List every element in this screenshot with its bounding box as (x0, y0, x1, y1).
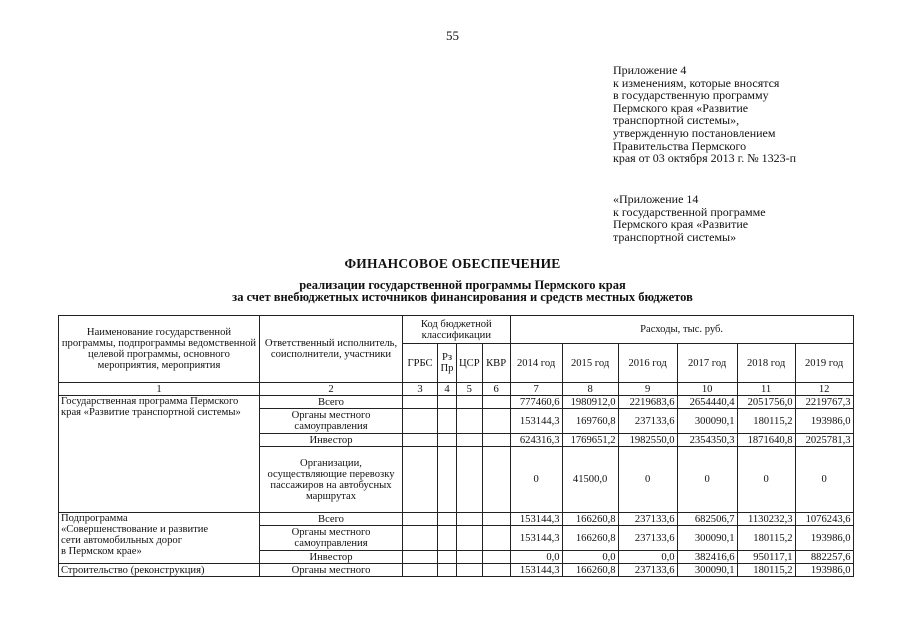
value-cell: 777460,6 (510, 396, 562, 409)
financing-table (58, 315, 854, 577)
appendix-14-block (613, 193, 766, 243)
value-cell: 180115,2 (737, 564, 795, 577)
header-rzpr: Рз Пр (438, 344, 457, 383)
responsible-cell: Организации, осуществляющие перевозку пассажиров на автобусных маршрутах (260, 447, 403, 513)
value-cell: 193986,0 (795, 526, 853, 551)
value-cell: 180115,2 (737, 409, 795, 434)
value-cell: 624316,3 (510, 434, 562, 447)
header-year: 2015 год (562, 344, 618, 383)
document-subtitle-2: за счет внебюджетных источников финансирования и средств местных бюджетов (232, 290, 693, 304)
program-name-cell: Государственная программа Пермского края «Развитие транспортной системы» (59, 396, 260, 513)
header-csr: ЦСР (457, 344, 483, 383)
table-row (59, 396, 854, 409)
header-year: 2014 год (510, 344, 562, 383)
column-number-row (59, 383, 854, 396)
value-cell: 2051756,0 (737, 396, 795, 409)
subprogram-name-cell (59, 513, 260, 564)
responsible-cell: Органы местного (260, 564, 403, 577)
responsible-cell: Органы местного самоуправления (260, 526, 403, 551)
value-cell: 237133,6 (618, 409, 677, 434)
value-cell: 382416,6 (677, 551, 737, 564)
value-cell: 0 (737, 447, 795, 513)
responsible-cell: Органы местного самоуправления (260, 409, 403, 434)
appendix-14-line: Пермского края «Развитие (613, 217, 749, 232)
appendix-4-line: Приложение 4 (613, 63, 687, 77)
value-cell: 2354350,3 (677, 434, 737, 447)
value-cell: 1982550,0 (618, 434, 677, 447)
value-cell: 153144,3 (510, 513, 562, 526)
subprogram-name-line: в Пермском крае» (61, 546, 142, 557)
table-row (59, 564, 854, 577)
value-cell: 0 (510, 447, 562, 513)
column-number: 6 (482, 383, 510, 396)
value-cell: 2219683,6 (618, 396, 677, 409)
value-cell: 1130232,3 (737, 513, 795, 526)
value-cell: 2025781,3 (795, 434, 853, 447)
appendix-4-line: утвержденную постановлением (613, 125, 776, 140)
value-cell: 237133,6 (618, 513, 677, 526)
column-number: 4 (438, 383, 457, 396)
value-cell: 166260,8 (562, 564, 618, 577)
value-cell: 300090,1 (677, 409, 737, 434)
header-budget-code: Код бюджетной классификации (403, 316, 511, 344)
appendix-4-block (613, 64, 796, 165)
column-number: 9 (618, 383, 677, 396)
header-expenses: Расходы, тыс. руб. (510, 316, 853, 344)
header-kvr: КВР (482, 344, 510, 383)
header-year: 2018 год (737, 344, 795, 383)
value-cell: 2219767,3 (795, 396, 853, 409)
column-number: 1 (59, 383, 260, 396)
page-number: 55 (446, 28, 459, 43)
appendix-4-line: Правительства Пермского (613, 138, 747, 153)
value-cell: 41500,0 (562, 447, 618, 513)
column-number: 12 (795, 383, 853, 396)
value-cell: 2654440,4 (677, 396, 737, 409)
value-cell: 166260,8 (562, 513, 618, 526)
value-cell: 682506,7 (677, 513, 737, 526)
header-year: 2017 год (677, 344, 737, 383)
header-grbs: ГРБС (403, 344, 438, 383)
column-number: 3 (403, 383, 438, 396)
responsible-cell: Всего (260, 396, 403, 409)
subprogram-name-line: «Совершенствование и развитие (61, 524, 209, 535)
appendix-14-line: «Приложение 14 (613, 192, 699, 206)
value-cell: 153144,3 (510, 409, 562, 434)
value-cell: 0,0 (562, 551, 618, 564)
appendix-4-line: в государственную программу (613, 88, 769, 103)
subprogram-name-line: сети автомобильных дорог (61, 535, 183, 546)
value-cell: 300090,1 (677, 526, 737, 551)
value-cell: 0 (795, 447, 853, 513)
responsible-cell: Инвестор (260, 551, 403, 564)
responsible-cell: Всего (260, 513, 403, 526)
subprogram-name-line: Подпрограмма (61, 513, 128, 524)
value-cell: 950117,1 (737, 551, 795, 564)
value-cell: 153144,3 (510, 526, 562, 551)
value-cell: 0 (677, 447, 737, 513)
header-year: 2016 год (618, 344, 677, 383)
value-cell: 180115,2 (737, 526, 795, 551)
appendix-4-line: края от 03 октября 2013 г. № 1323-п (613, 151, 797, 166)
column-number: 2 (260, 383, 403, 396)
header-responsible: Ответственный исполнитель, соисполнители, участники (260, 316, 403, 383)
appendix-14-line: транспортной системы» (613, 229, 737, 244)
document-title: ФИНАНСОВОЕ ОБЕСПЕЧЕНИЕ (344, 256, 561, 271)
appendix-4-line: транспортной системы», (613, 113, 740, 128)
appendix-14-line: к государственной программе (613, 204, 766, 219)
table-row (59, 513, 854, 526)
column-number: 5 (457, 383, 483, 396)
value-cell: 1769651,2 (562, 434, 618, 447)
header-year: 2019 год (795, 344, 853, 383)
value-cell: 153144,3 (510, 564, 562, 577)
appendix-4-line: к изменениям, которые вносятся (613, 75, 780, 90)
column-number: 11 (737, 383, 795, 396)
column-number: 10 (677, 383, 737, 396)
activity-name-cell: Строительство (реконструкция) (59, 564, 260, 577)
value-cell: 193986,0 (795, 409, 853, 434)
column-number: 7 (510, 383, 562, 396)
appendix-4-line: Пермского края «Развитие (613, 100, 749, 115)
header-name: Наименование государственной программы, подпрограммы ведомственной целевой программы, основного мероприятия, мероприятия (59, 316, 260, 383)
value-cell: 169760,8 (562, 409, 618, 434)
value-cell: 0 (618, 447, 677, 513)
value-cell: 1980912,0 (562, 396, 618, 409)
value-cell: 237133,6 (618, 564, 677, 577)
value-cell: 0,0 (510, 551, 562, 564)
responsible-cell: Инвестор (260, 434, 403, 447)
column-number: 8 (562, 383, 618, 396)
value-cell: 1871640,8 (737, 434, 795, 447)
value-cell: 882257,6 (795, 551, 853, 564)
value-cell: 193986,0 (795, 564, 853, 577)
value-cell: 237133,6 (618, 526, 677, 551)
value-cell: 300090,1 (677, 564, 737, 577)
document-subtitle-1: реализации государственной программы Пермского края (299, 278, 626, 292)
value-cell: 1076243,6 (795, 513, 853, 526)
value-cell: 0,0 (618, 551, 677, 564)
value-cell: 166260,8 (562, 526, 618, 551)
